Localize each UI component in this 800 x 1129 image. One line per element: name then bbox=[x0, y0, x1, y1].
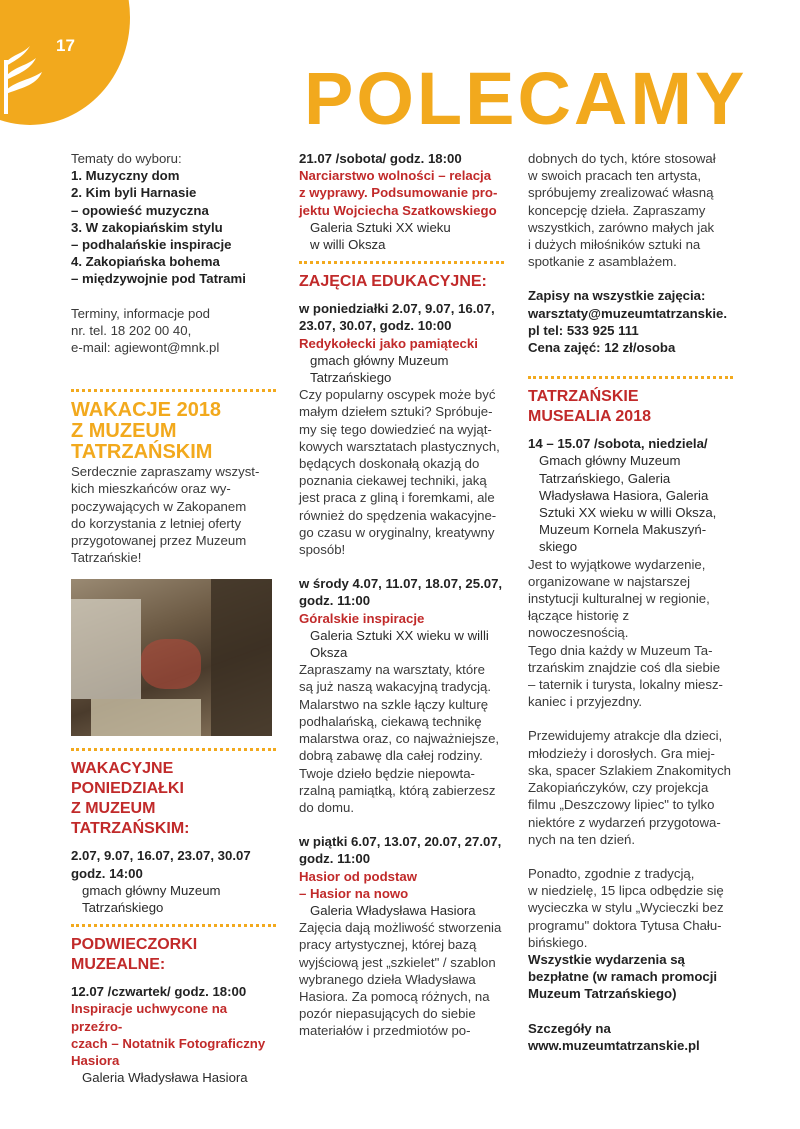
list-item: 3. W zakopiańskim stylu bbox=[71, 219, 223, 235]
list-item: – międzywojnie pod Tatrami bbox=[71, 271, 246, 287]
contact-info: Terminy, informacje pod nr. tel. 18 202 00 40, e-mail: agiewont@mnk.pl bbox=[71, 305, 276, 357]
musealia-heading: TATRZAŃSKIE MUSEALIA 2018 bbox=[528, 388, 651, 426]
pt-place: Galeria Władysława Hasiora bbox=[310, 902, 476, 918]
pon-dates: w poniedziałki 2.07, 9.07, 16.07, 23.07, 30.07, godz. 10:00 bbox=[299, 301, 495, 334]
wheat-icon bbox=[0, 30, 46, 116]
narciarstwo-date: 21.07 /sobota/ godz. 18:00 bbox=[299, 151, 462, 166]
website-link[interactable]: www.muzeumtatrzanskie.pl bbox=[528, 1037, 700, 1053]
wakacje-text: Serdecznie zapraszamy wszyst- kich mieszkańców oraz wy- poczywających w Zakopanem do korzystania z letniej oferty przygotowanej przez Muzeum Tatrzańskie! bbox=[71, 464, 260, 566]
list-item: – podhalańskie inspiracje bbox=[71, 237, 232, 253]
dotted-divider bbox=[71, 748, 276, 751]
topics-intro: Tematy do wyboru: bbox=[71, 151, 182, 166]
musealia-text-3: Ponadto, zgodnie z tradycją, w niedzielę, 15 lipca odbędzie się wycieczka w stylu „Wycieczki bez programu" doktora Tytusa Chału- bińskiego. bbox=[528, 865, 724, 950]
poniedzialki-place: gmach główny Muzeum Tatrzańskiego bbox=[82, 882, 221, 916]
pon-text: Czy popularny oscypek może być małym dziełem sztuki? Spróbuje- my się tego dowiedzieć na wyjąt- kowych warsztatach plastycznych, będących doskonałą okazją do poznania ciekawej techniki, jaką jest praca z gliną i foremkami, ale również do spędzenia wakacyjne- go czasu w oryginalny, kreatywny sposób! bbox=[299, 387, 500, 558]
sr-event: Góralskie inspiracje bbox=[299, 610, 425, 626]
topics-list bbox=[71, 167, 276, 287]
poniedzialki-heading: WAKACYJNE PONIEDZIAŁKI Z MUZEUM TATRZAŃSKIM: bbox=[71, 760, 190, 838]
podwieczorki-date: 12.07 /czwartek/ godz. 18:00 bbox=[71, 984, 247, 1000]
list-item: 4. Zakopiańska bohema bbox=[71, 254, 220, 270]
list-item: 2. Kim byli Harnasie bbox=[71, 185, 197, 201]
podwieczorki-heading: PODWIECZORKI MUZEALNE: bbox=[71, 936, 198, 974]
pon-event: Redykołecki jako pamiątecki bbox=[299, 335, 478, 351]
dotted-divider bbox=[71, 924, 276, 927]
column-right bbox=[528, 150, 733, 1054]
museum-workshop-photo bbox=[71, 579, 272, 736]
contact-email[interactable]: e-mail: agiewont@mnk.pl bbox=[71, 340, 220, 356]
zajecia-heading: ZAJĘCIA EDUKACYJNE: bbox=[299, 273, 487, 291]
pt-event: Hasior od podstaw – Hasior na nowo bbox=[299, 868, 417, 901]
narciarstwo-place: Galeria Sztuki XX wieku w willi Oksza bbox=[310, 219, 451, 253]
column-left bbox=[71, 150, 276, 1086]
dotted-divider bbox=[71, 389, 276, 392]
poniedzialki-dates: 2.07, 9.07, 16.07, 23.07, 30.07 godz. 14:00 bbox=[71, 848, 251, 881]
podwieczorki-place: Galeria Władysława Hasiora bbox=[82, 1070, 248, 1086]
narciarstwo-event: Narciarstwo wolności – relacja z wyprawy. Podsumowanie pro- jektu Wojciecha Szatkowskiego bbox=[299, 168, 498, 218]
page-number: 17 bbox=[56, 36, 75, 55]
pt-text: Zajęcia dają możliwość stworzenia pracy artystycznej, której bazą wyjściową jest „szkielet" / szablon wybranego dzieła Władysława Hasiora. Za pomocą różnych, na pozór niepasujących do siebie materiałów i przedmiotów po- bbox=[299, 920, 502, 1039]
sr-dates: w środy 4.07, 11.07, 18.07, 25.07, godz. 11:00 bbox=[299, 576, 503, 609]
continued-text: dobnych do tych, które stosował w swoich pracach ten artysta, spróbujemy zrealizować własną koncepcję dzieła. Zapraszamy wszystkich, zarówno małych jak i dużych miłośników sztuki na spotkanie z asamblażem. bbox=[528, 151, 716, 270]
podwieczorki-event: Inspiracje uchwycone na przeźro- czach – Notatnik Fotograficzny Hasiora bbox=[71, 1001, 266, 1069]
column-middle bbox=[299, 150, 504, 1040]
sr-place: Galeria Sztuki XX wieku w willi Oksza bbox=[310, 627, 489, 661]
details-info: Szczegóły na www.muzeumtatrzanskie.pl bbox=[528, 1020, 733, 1054]
musealia-date: 14 – 15.07 /sobota, niedziela/ bbox=[528, 436, 708, 452]
registration-email[interactable]: warsztaty@muzeumtatrzanskie. bbox=[528, 305, 728, 321]
pt-dates: w piątki 6.07, 13.07, 20.07, 27.07, godz. 11:00 bbox=[299, 834, 502, 867]
registration-info: Zapisy na wszystkie zajęcia: warsztaty@muzeumtatrzanskie. pl tel: 533 925 111 Cena zajęć: 12 zł/osoba bbox=[528, 287, 733, 356]
sr-text: Zapraszamy na warsztaty, które są już naszą wakacyjną tradycją. Malarstwo na szkle łączy kulturę podhalańską, ciekawą technikę malarstwa oraz, co najważniejsze, dobrą zabawę dla całej rodziny. Twoje dzieło będzie niepowta- rzalną pamiątką, którą zabierzesz do domu. bbox=[299, 662, 500, 815]
musealia-text-1: Jest to wyjątkowe wydarzenie, organizowane w najstarszej instytucji kulturalnej w regionie, łączące historię z nowoczesnością. Tego dnia każdy w Muzeum Ta- trzańskim znajdzie coś dla siebie – taternik i turysta, lokalny miesz- kaniec i przyjezdny. bbox=[528, 556, 723, 710]
free-note: Wszystkie wydarzenia są bezpłatne (w ramach promocji Muzeum Tatrzańskiego) bbox=[528, 951, 718, 1002]
pon-place: gmach główny Muzeum Tatrzańskiego bbox=[310, 352, 449, 386]
dotted-divider bbox=[528, 376, 733, 379]
musealia-text-2: Przewidujemy atrakcje dla dzieci, młodzieży i dorosłych. Gra miej- ska, spacer Szlakiem Znakomitych Zakopiańczyków, czy projekcja filmu „Deszczowy lipiec" to tylko niektóre z wydarzeń przygotowa- nych na ten dzień. bbox=[528, 728, 732, 847]
wakacje-heading: WAKACJE 2018 Z MUZEUM TATRZAŃSKIM bbox=[71, 399, 222, 464]
list-item: 1. Muzyczny dom bbox=[71, 168, 180, 184]
dotted-divider bbox=[299, 261, 504, 264]
page-title: POLECAMY bbox=[304, 57, 748, 140]
musealia-places: Gmach główny Muzeum Tatrzańskiego, Galeria Władysława Hasiora, Galeria Sztuki XX wieku w willi Oksza, Muzeum Kornela Makuszyń- skiego bbox=[539, 453, 717, 555]
list-item: – opowieść muzyczna bbox=[71, 202, 209, 218]
